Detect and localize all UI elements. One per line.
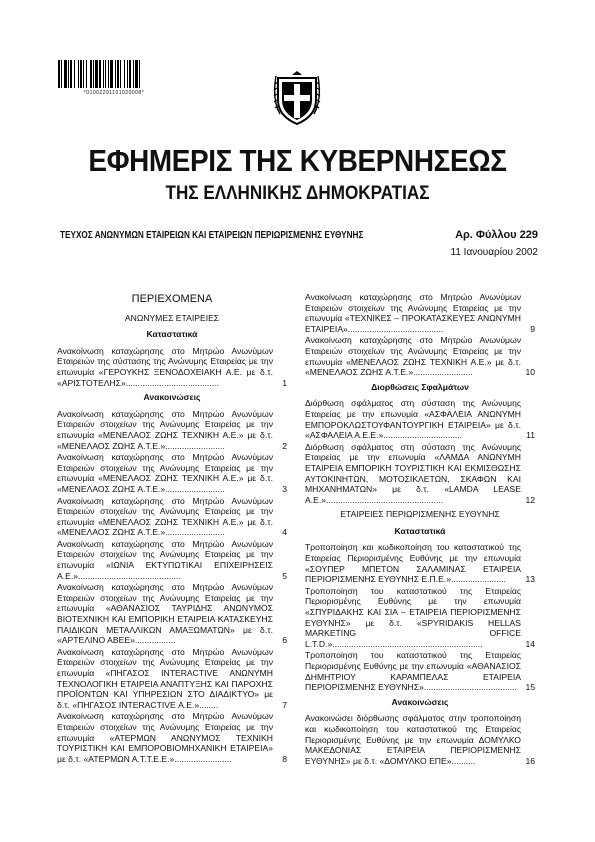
entry-page-number: 4 xyxy=(282,527,287,538)
entry-text: Ανακοίνωση καταχώρησης στο Μητρώο Ανωνύμων Εταιρειών στοιχείων της Ανώνυμης Εταιρείας με την επωνυμία «ΠΗΓΑΣΟΣ INTERACTIVE ΑΝΩΝΥΜΗ ΤΕΧΝΟΛΟΓΙΚΗ ΕΤΑΙΡΕΙΑ ΑΝΑΠΤΥΞΗΣ ΚΑΙ ΠΑΡΟΧΗΣ ΠΡΟΪΟΝΤΩΝ ΚΑΙ ΥΠΗΡΕΣΙΩΝ ΣΤΟ ΔΙΑΔΙΚΤΥΟ» με δ.τ. «ΠΗΓΑΣΟΣ INTERACTIVE Α.Ε.»........ xyxy=(57,646,273,710)
subsection-statutes: Καταστατικά xyxy=(146,329,198,340)
contents-entry[interactable] xyxy=(57,582,287,646)
gazette-subtitle: ΤΗΣ ΕΛΛΗΝΙΚΗΣ ΔΗΜΟΚΡΑΤΙΑΣ xyxy=(165,183,430,204)
contents-left-column xyxy=(57,292,287,765)
barcode xyxy=(58,60,170,88)
series-label: ΤΕΥΧΟΣ ΑΝΩΝΥΜΩΝ ΕΤΑΙΡΕΙΩΝ ΚΑΙ ΕΤΑΙΡΕΙΩΝ ΠΕΡΙΩΡΙΣΜΕΝΗΣ ΕΥΘΥΝΗΣ xyxy=(60,230,364,241)
subsection-announcements: Ανακοινώσεις xyxy=(143,392,201,403)
gazette-title: ΕΦΗΜΕΡΙΣ ΤΗΣ ΚΥΒΕΡΝΗΣΕΩΣ xyxy=(88,143,507,178)
greek-coat-of-arms-emblem xyxy=(272,70,322,126)
section-title-sa: ΑΝΩΝΥΜΕΣ ΕΤΑΙΡΕΙΕΣ xyxy=(124,312,220,323)
entry-text: Τροποποίηση και κωδικοποίηση του καταστατικού της Εταιρείας Περιορισμένης Ευθύνης με την επωνυμία «ΣΟΥΠΕΡ ΜΠΕΤΟΝ ΣΑΛΑΜΙΝΑΣ ΕΤΑΙΡΕΙΑ ΠΕΡΙΟΡΙΣΜΕΝΗΣ ΕΥΘΥΝΗΣ Ε.Π.Ε.»....................... xyxy=(305,542,521,585)
subsection-corrections: Διορθώσεις Σφαλμάτων xyxy=(371,381,469,392)
entry-page-number: 6 xyxy=(282,635,287,646)
contents-title: ΠΕΡΙΕΧΟΜΕΝΑ xyxy=(131,293,213,305)
issue-header-row xyxy=(60,230,538,244)
entry-page-number: 10 xyxy=(525,367,535,378)
contents-entry[interactable] xyxy=(57,409,287,451)
contents-right-column xyxy=(305,292,535,767)
entry-page-number: 12 xyxy=(525,494,535,505)
contents-entry[interactable] xyxy=(305,586,535,650)
entry-page-number: 2 xyxy=(282,440,287,451)
entry-page-number: 8 xyxy=(282,753,287,764)
entry-text: Ανακοίνωση καταχώρησης στο Μητρώο Ανωνύμων Εταιρειών της σύστασης της Ανώνυμης Εταιρείας με την επωνυμία «ΓΕΡΟΥΚΗΣ ΞΕΝΟΔΟΧΕΙΑΚΗ Α.Ε. με δ.τ. «ΑΡΙΣΤΟΤΕΛΗΣ»....................................... xyxy=(57,345,273,388)
entry-text: Διόρθωση σφάλματος στη σύσταση της Ανώνυμης Εταιρείας με την επωνυμία «ΛΑΜΔΑ ΑΝΩΝΥΜΗ ΕΤΑΙΡΕΙΑ ΕΜΠΟΡΙΚΗ ΤΟΥΡΙΣΤΙΚΗ ΚΑΙ ΕΚΜΙΣΘΩΣΗΣ ΑΥΤΟΚΙΝΗΤΩΝ, ΜΟΤΟΣΙΚΛΕΤΩΝ, ΣΚΑΦΩΝ ΚΑΙ ΜΗΧΑΝΗΜΑΤΩΝ» με δ.τ. «LAMDA LEASE Α.Ε.»................................................. xyxy=(305,441,521,505)
entry-page-number: 3 xyxy=(282,483,287,494)
entry-page-number: 7 xyxy=(282,699,287,710)
entry-text: Ανακοίνωση καταχώρησης στο Μητρώο Ανωνύμων Εταιρειών στοιχείων της Ανώνυμης Εταιρείας με την επωνυμία «ΑΤΕΡΜΩΝ ΑΝΩΝΥΜΟΣ ΤΕΧΝΙΚΗ ΤΟΥΡΙΣΤΙΚΗ ΚΑΙ ΕΜΠΟΡΟΒΙΟΜΗΧΑΝΙΚΗ ΕΤΑΙΡΕΙΑ» με δ.τ. «ΑΤΕΡΜΩΝ Α.Τ.Τ.Ε.Ε.»........................ xyxy=(57,711,273,764)
entry-page-number: 5 xyxy=(282,570,287,581)
sheet-number: Αρ. Φύλλου 229 xyxy=(455,229,538,241)
entry-text: Ανακοινώσει διόρθωσης σφάλματος στην τροποποίηση και κωδικοποίηση του καταστατικού της Εταιρείας Περιορισμένης Ευθύνης με την επωνυμία ΔΟΜΥΛΚΟ ΜΑΚΕΔΟΝΙΑΣ ΕΤΑΙΡΕΙΑ ΠΕΡΙΟΡΙΣΜΕΝΗΣ ΕΥΘΥΝΗΣ» με δ.τ. «ΔΟΜΥΛΚΟ ΕΠΕ».......... xyxy=(305,713,521,766)
subsection-ltd-announcements: Ανακοινώσεις xyxy=(391,696,449,707)
contents-entry[interactable] xyxy=(57,452,287,494)
contents-entry[interactable] xyxy=(57,711,287,764)
entry-text: Ανακοίνωση καταχώρησης στο Μητρώο Ανωνύμων Εταιρειών στοιχείων της Ανώνυμης Εταιρείας με την επωνυμία «ΙΩΝΙΑ ΕΚΤΥΠΩΤΙΚΑΙ ΕΠΙΧΕΙΡΗΣΕΙΣ Α.Ε.»........................................... xyxy=(57,538,273,581)
entry-page-number: 15 xyxy=(525,682,535,693)
entry-text: Ανακοίνωση καταχώρησης στο Μητρώο Ανωνύμων Εταιρειών στοιχείων της Ανώνυμης Εταιρείας με την επωνυμία «ΜΕΝΕΛΑΟΣ ΖΩΗΣ ΤΕΧΝΙΚΗ Α.Ε.» με δ.τ. «ΜΕΝΕΛΑΟΣ ΖΩΗΣ Α.Τ.Ε.»......................... xyxy=(305,335,521,378)
contents-entry[interactable] xyxy=(305,335,535,377)
contents-entry[interactable] xyxy=(305,713,535,766)
contents-entry[interactable] xyxy=(305,650,535,692)
entry-page-number: 1 xyxy=(282,377,287,388)
contents-entry[interactable] xyxy=(305,542,535,584)
entry-text: Ανακοίνωση καταχώρησης στο Μητρώο Ανωνύμων Εταιρειών στοιχείων της Ανώνυμης Εταιρείας με την επωνυμία «ΤΕΧΝΙΚΕΣ – ΠΡΟΚΑΤΑΣΚΕΥΕΣ ΑΝΩΝΥΜΗ ΕΤΑΙΡΕΙΑ»........................................ xyxy=(305,292,521,334)
contents-entry[interactable] xyxy=(305,398,535,440)
entry-text: Διόρθωση σφάλματος στη σύσταση της Ανώνυμης Εταιρείας με την επωνυμία «ΑΣΦΑΛΕΙΑ ΑΝΩΝΥΜΗ ΕΜΠΟΡΟΚΛΩΣΤΟΥΦΑΝΤΟΥΡΓΙΚΗ ΕΤΑΙΡΕΙΑ» με δ.τ. «ΑΣΦΑΛΕΙΑ Α.Ε.Ε.»................................. xyxy=(305,398,521,441)
entry-page-number: 9 xyxy=(530,323,535,334)
entry-page-number: 11 xyxy=(526,430,535,441)
contents-entry[interactable] xyxy=(305,442,535,506)
contents-entry[interactable] xyxy=(305,292,535,334)
entry-text: Ανακοίνωση καταχώρησης στο Μητρώο Ανωνύμων Εταιρειών στοιχείων της Ανώνυμης Εταιρείας με την επωνυμία «ΜΕΝΕΛΑΟΣ ΖΩΗΣ ΤΕΧΝΙΚΗ Α.Ε.» με δ.τ. «ΜΕΝΕΛΑΟΣ ΖΩΗΣ Α.Τ.Ε.»......................... xyxy=(57,452,273,494)
contents-entry[interactable] xyxy=(57,346,287,388)
contents-entry[interactable] xyxy=(57,647,287,711)
section-title-ltd: ΕΤΑΙΡΕΙΕΣ ΠΕΡΙΩΡΙΣΜΕΝΗΣ ΕΥΘΥΝΗΣ xyxy=(340,509,500,520)
entry-page-number: 16 xyxy=(525,755,535,766)
entry-text: Ανακοίνωση καταχώρησης στο Μητρώο Ανωνύμων Εταιρειών στοιχείων της Ανώνυμης Εταιρείας με την επωνυμία «ΜΕΝΕΛΑΟΣ ΖΩΗΣ ΤΕΧΝΙΚΗ Α.Ε.» με δ.τ. «ΜΕΝΕΛΑΟΣ ΖΩΗΣ Α.Τ.Ε.»......................... xyxy=(57,408,273,451)
entry-text: Τροποποίηση του καταστατικού της Εταιρείας Περιορισμένης Ευθύνης με την επωνυμία «ΑΘΑΝΑΣΙΟΣ ΔΗΜΗΤΡΙΟΥ ΚΑΡΑΜΠΕΛΑΣ ΕΤΑΙΡΕΙΑ ΠΕΡΙΟΡΙΣΜΕΝΗΣ ΕΥΘΥΝΗΣ»....................................... xyxy=(305,650,521,693)
subsection-ltd-statutes: Καταστατικά xyxy=(394,525,446,536)
contents-entry[interactable] xyxy=(57,496,287,538)
entry-text: Ανακοίνωση καταχώρησης στο Μητρώο Ανωνύμων Εταιρειών στοιχείων της Ανώνυμης Εταιρείας με την επωνυμία «ΜΕΝΕΛΑΟΣ ΖΩΗΣ ΤΕΧΝΙΚΗ Α.Ε.» με δ.τ. «ΜΕΝΕΛΑΟΣ ΖΩΗΣ Α.Τ.Ε.»......................... xyxy=(57,495,273,538)
contents-entry[interactable] xyxy=(57,539,287,581)
barcode-number: *01002291101020008* xyxy=(83,90,145,96)
entry-page-number: 13 xyxy=(525,574,535,585)
entry-text: Τροποποίηση του καταστατικού της Εταιρείας Περιορισμένης Ευθύνης με την επωνυμία «ΣΠΥΡΙΔΑΚΗΣ ΚΑΙ ΣΙΑ – ΕΤΑΙΡΕΙΑ ΠΕΡΙΟΡΙΣΜΕΝΗΣ ΕΥΘΥΝΗΣ» με δ.τ. «SPYRIDAKIS HELLAS MARKETING OFFICE L.T.D.»............................................................... xyxy=(305,585,521,649)
entry-text: Ανακοίνωση καταχώρησης στο Μητρώο Ανωνύμων Εταιρειών στοιχείων της Ανώνυμης Εταιρείας με την επωνυμία «ΑΘΑΝΑΣΙΟΣ ΤΑΥΡΙΔΗΣ ΑΝΩΝΥΜΟΣ ΒΙΟΤΕΧΝΙΚΗ ΚΑΙ ΕΜΠΟΡΙΚΗ ΕΤΑΙΡΕΙΑ ΚΑΤΑΣΚΕΥΗΣ ΠΑΙΔΙΚΩΝ ΜΕΤΑΛΛΙΚΩΝ ΑΜΑΞΩΜΑΤΩΝ» με δ.τ. «ΑΡΤΕΛΙΝΟ ΑΒΕΕ»................. xyxy=(57,582,273,646)
entry-page-number: 14 xyxy=(525,638,535,649)
issue-date: 11 Ιανουαρίου 2002 xyxy=(450,247,538,258)
